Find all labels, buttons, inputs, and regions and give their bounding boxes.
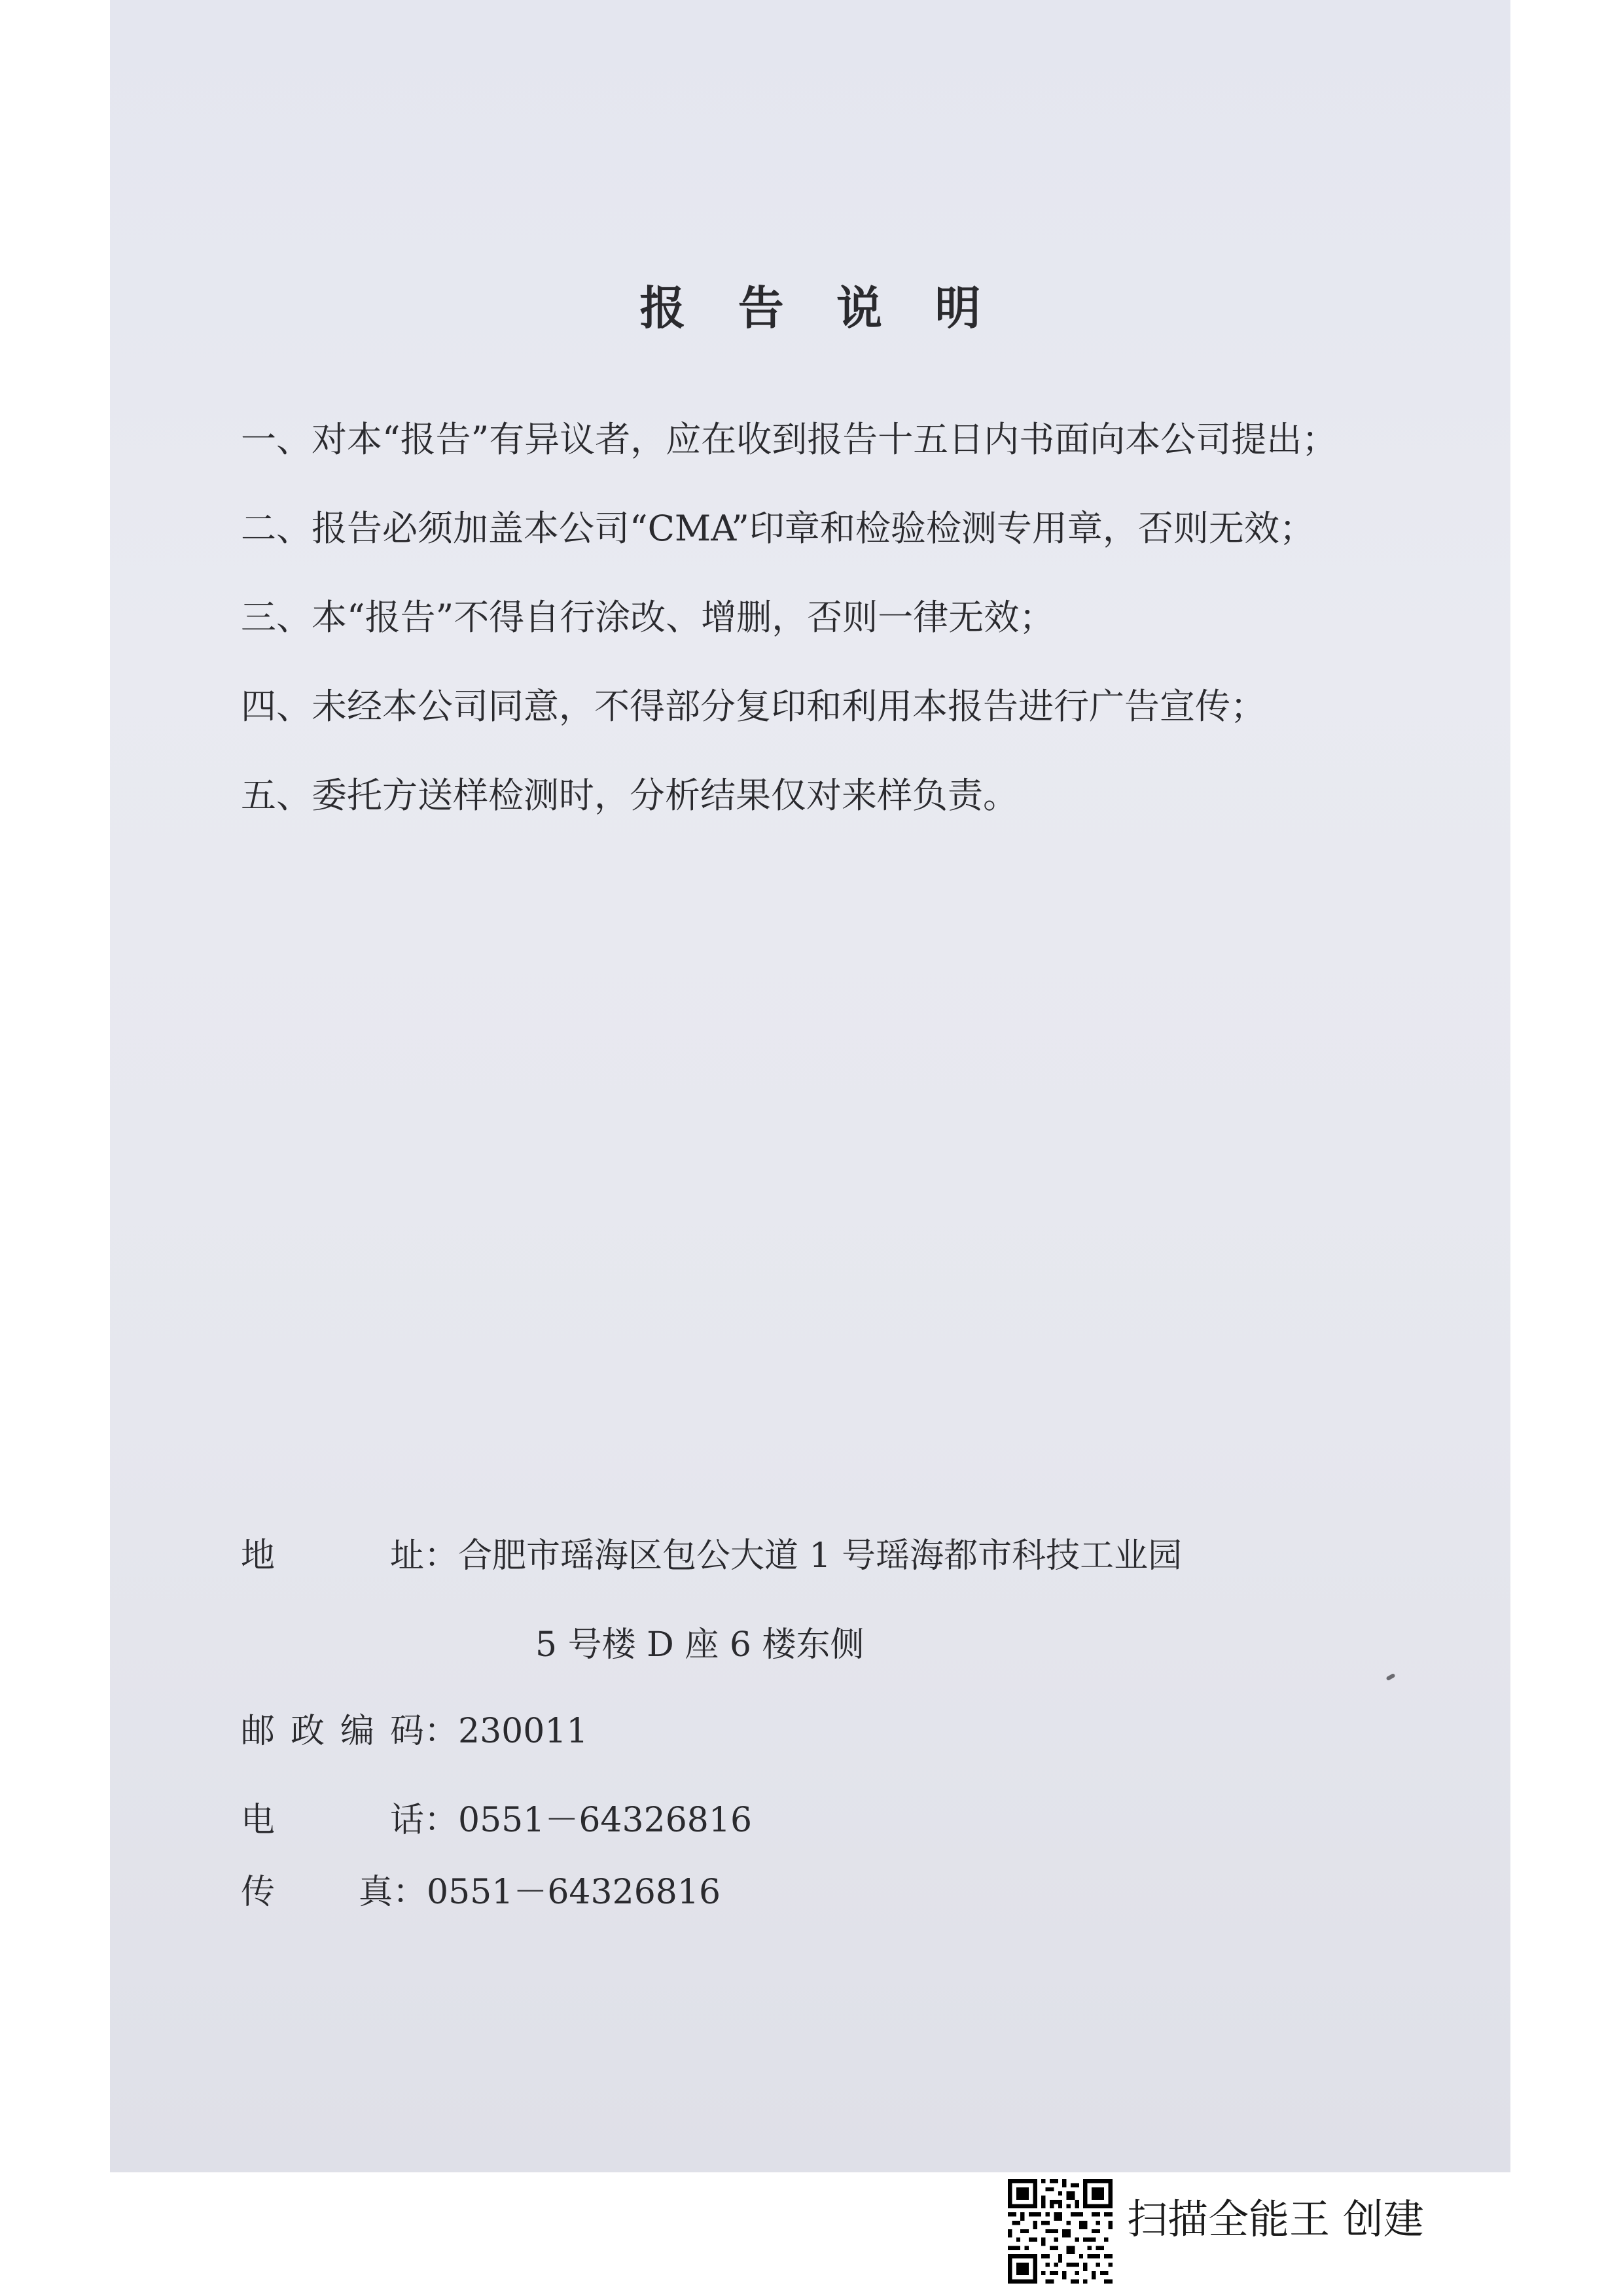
scanned-page: [110, 0, 1510, 2172]
postcode-row: [241, 1712, 588, 1751]
clause-4: 四、未经本公司同意，不得部分复印和利用本报告进行广告宣传；: [241, 686, 1266, 727]
fax-label: 传真: [241, 1873, 393, 1912]
address-colon: ：: [424, 1536, 459, 1576]
scanner-brand-text: 扫描全能王 创建: [1127, 2195, 1424, 2243]
phone-colon: ：: [424, 1801, 459, 1840]
phone-label: 电话: [241, 1801, 424, 1840]
address-row: [241, 1536, 1182, 1576]
fax-colon: ：: [393, 1873, 427, 1912]
address-line-2: 5 号楼 D 座 6 楼东侧: [535, 1625, 865, 1665]
fax-value: 0551－64326816: [427, 1873, 721, 1912]
report-title: 报 告 说 明: [639, 281, 999, 335]
clause-5: 五、委托方送样检测时，分析结果仅对来样负责。: [241, 775, 1018, 816]
postcode-value: 230011: [458, 1712, 588, 1751]
qr-code-icon: [1008, 2179, 1113, 2284]
pen-mark: [1385, 1673, 1395, 1681]
clause-1: 一、对本“报告”有异议者，应在收到报告十五日内书面向本公司提出；: [241, 419, 1338, 460]
clause-list: [241, 419, 1471, 864]
address-line-1: 合肥市瑶海区包公大道 1 号瑶海都市科技工业园: [458, 1536, 1183, 1576]
postcode-label: 邮政编码: [241, 1712, 424, 1751]
postcode-colon: ：: [424, 1712, 459, 1751]
phone-value: 0551－64326816: [458, 1801, 753, 1840]
address-label: 地址: [241, 1536, 424, 1576]
clause-3: 三、本“报告”不得自行涂改、增删，否则一律无效；: [241, 597, 1055, 638]
phone-row: [241, 1801, 752, 1840]
clause-2: 二、报告必须加盖本公司“CMA”印章和检验检测专用章，否则无效；: [241, 508, 1315, 549]
fax-row: [241, 1873, 721, 1912]
